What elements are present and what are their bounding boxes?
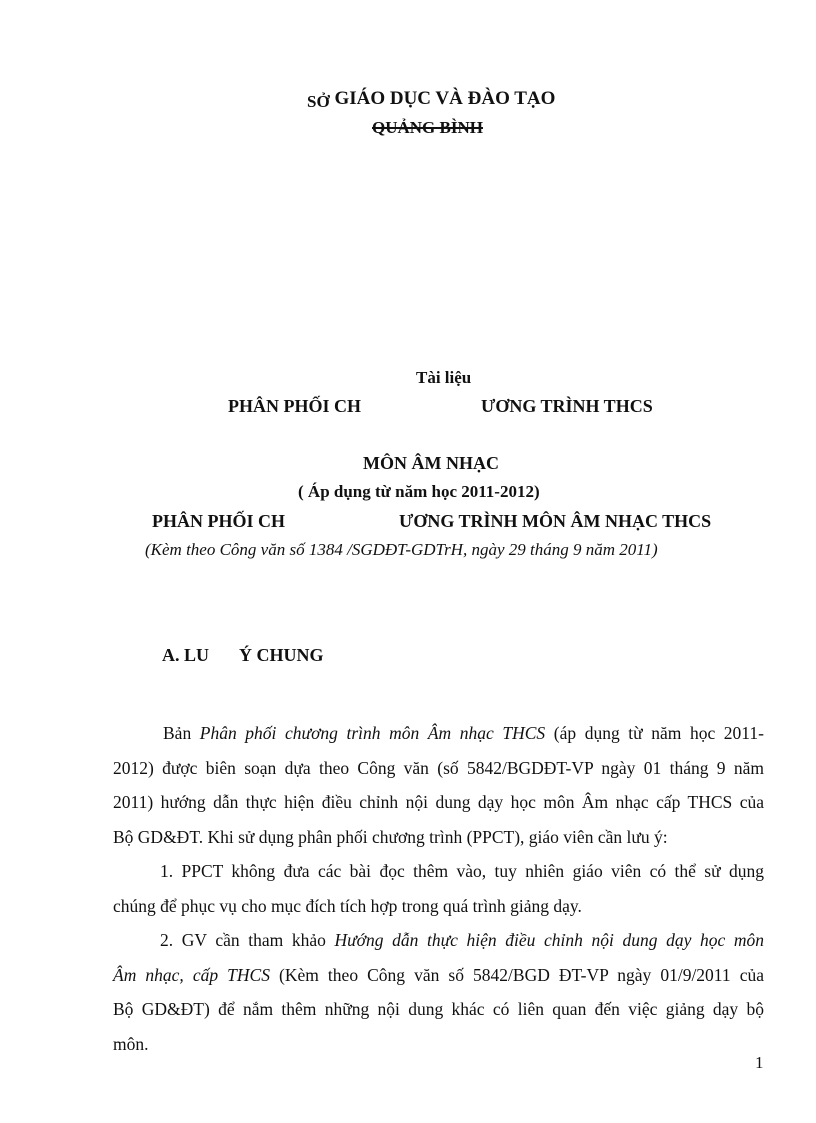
province-name: QUẢNG BÌNH [372,118,483,137]
text-run: (áp dụng từ năm học 2011- [545,723,764,743]
paragraph-line: 2012) được biên soạn dựa theo Công văn (số 5842/BGDĐT-VP ngày 01 tháng 9 năm [113,757,764,778]
section-a-heading [162,645,324,666]
text-run-italic: Phân phối chương trình môn Âm nhạc THCS [199,723,546,743]
paragraph-line: chúng để phục vụ cho mục đích tích hợp trong quá trình giảng dạy. [113,895,582,916]
document-title [228,396,653,417]
document-title-part1: PHÂN PHỐI CH [228,396,361,416]
paragraph-item-1 [113,854,764,923]
section-a-heading-part1: A. LU [162,645,210,665]
reference-note: (Kèm theo Công văn số 1384 /SGDĐT-GDTrH, ngày 29 tháng 9 năm 2011) [145,540,658,559]
paragraph-intro [113,716,764,854]
applies-note: ( Áp dụng từ năm học 2011-2012) [298,482,540,501]
paragraph-line: 2011) hướng dẫn thực hiện điều chỉnh nội dung dạy học môn Âm nhạc cấp THCS của [113,792,764,812]
program-title-part1: PHÂN PHỐI CH [152,511,285,531]
text-run-italic: Âm nhạc, cấp THCS [113,964,270,985]
paragraph-item-2 [113,923,764,1061]
paragraph-line [113,716,764,751]
document-label: Tài liệu [416,368,472,387]
subject-title: MÔN ÂM NHẠC [363,453,499,473]
page-number: 1 [755,1053,764,1072]
text-run: (Kèm theo Công văn số 5842/BGD ĐT-VP ngày 01/9/2011 của [269,964,765,985]
document-title-part2: ƯƠNG TRÌNH THCS [481,396,653,416]
paragraph-line: Bộ GD&ĐT) để nắm thêm những nội dung khác có liên quan đến việc giảng dạy bộ [113,999,764,1019]
paragraph-line: môn. [113,1033,149,1054]
text-run: 2. GV cần tham khảo [160,930,335,950]
paragraph-line: Bộ GD&ĐT. Khi sử dụng phân phối chương trình (PPCT), giáo viên cần lưu ý: [113,826,668,847]
department-prefix: SỞ [307,92,330,111]
section-a-heading-part2: Ý CHUNG [239,645,324,665]
text-run-italic: Hướng dẫn thực hiện điều chỉnh nội dung dạy học môn [334,930,764,950]
paragraph-line [113,958,764,993]
text-run: Bản [163,723,200,743]
department-name [307,88,555,110]
program-title-part2: ƯƠNG TRÌNH MÔN ÂM NHẠC THCS [399,511,712,531]
program-title [152,511,711,532]
department-title: GIÁO DỤC VÀ ĐÀO TẠO [334,88,556,109]
paragraph-line: 1. PPCT không đưa các bài đọc thêm vào, tuy nhiên giáo viên có thể sử dụng [160,861,764,881]
paragraph-line [113,923,764,958]
